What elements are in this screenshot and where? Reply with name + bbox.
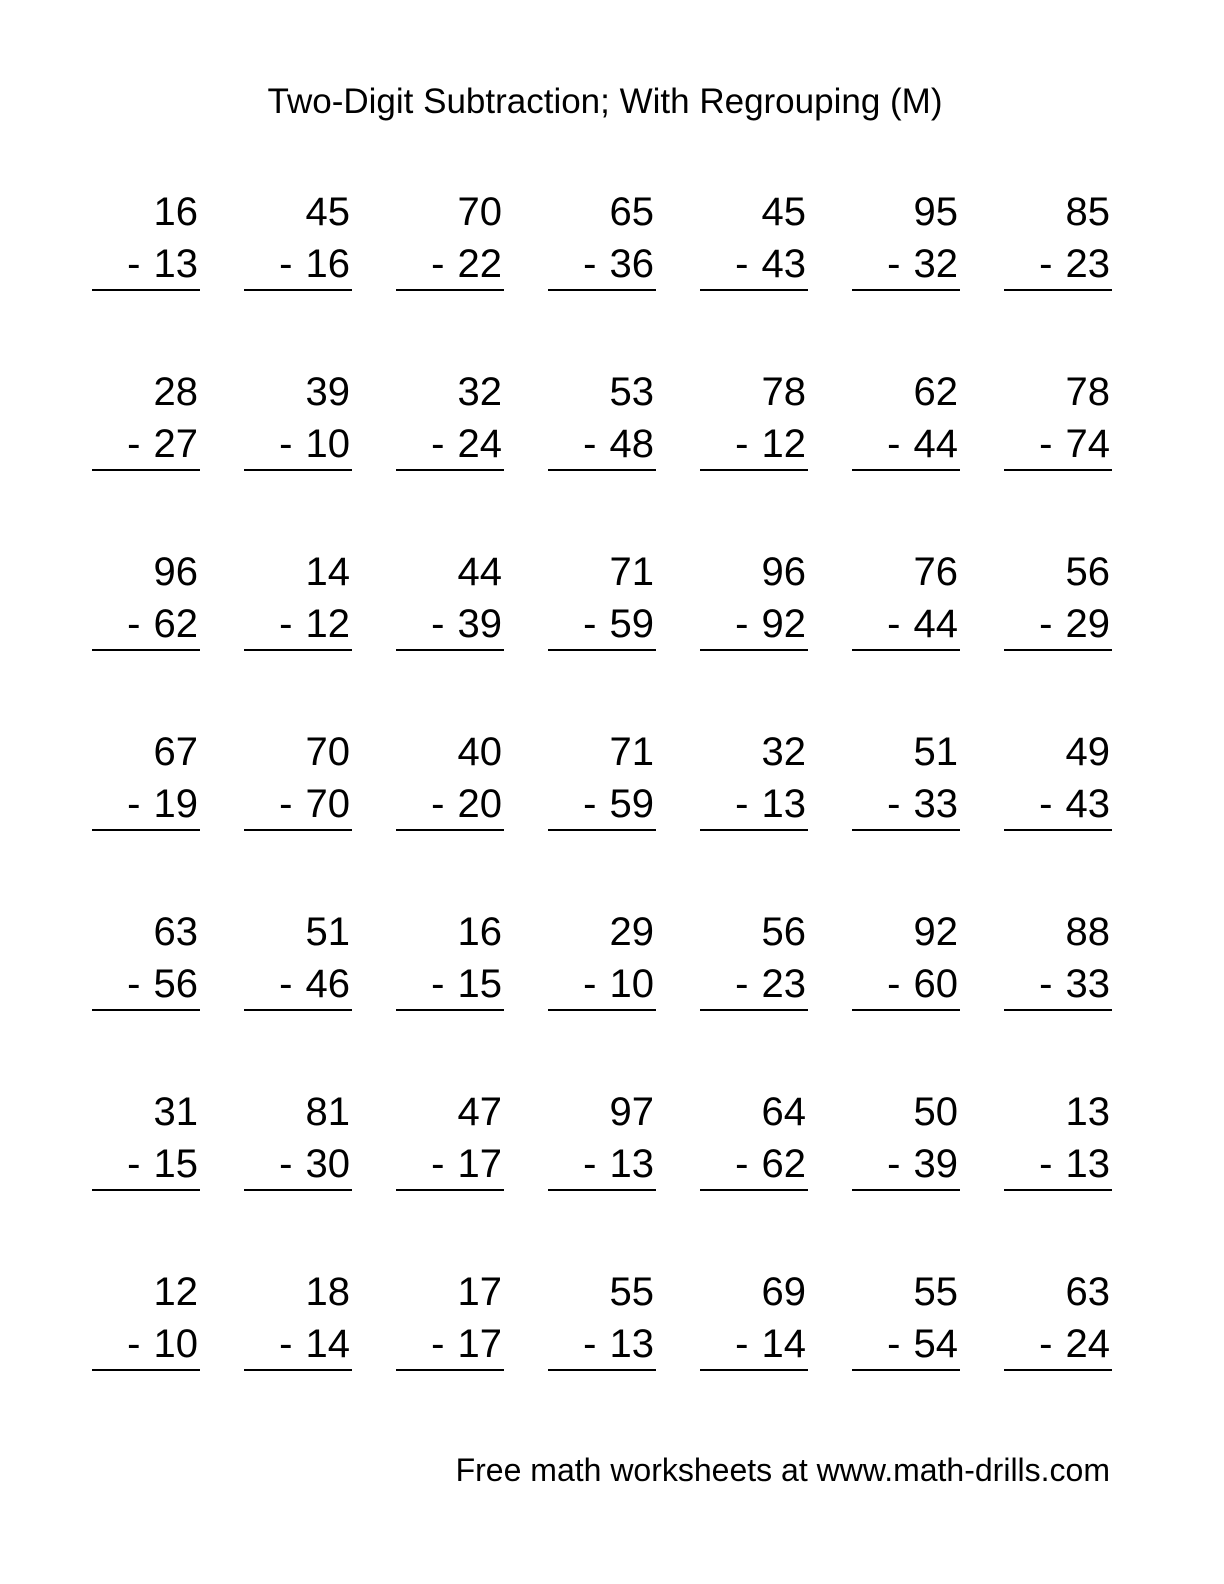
subtraction-problem (852, 550, 960, 654)
subtraction-problem (92, 370, 200, 474)
minuend: 50 (913, 1090, 958, 1134)
subtrahend-row (735, 602, 806, 646)
subtraction-problem (1004, 1090, 1112, 1194)
subtrahend: 54 (913, 1322, 958, 1366)
answer-line (700, 1369, 808, 1371)
subtraction-problem (1004, 550, 1112, 654)
subtrahend-row (431, 962, 502, 1006)
minus-sign: - (127, 422, 141, 466)
answer-line (1004, 289, 1112, 291)
minus-sign: - (1039, 422, 1053, 466)
subtraction-problem (396, 550, 504, 654)
subtraction-problem (548, 730, 656, 834)
minus-sign: - (1039, 1142, 1053, 1186)
subtraction-problem (244, 370, 352, 474)
answer-line (548, 649, 656, 651)
answer-line (700, 829, 808, 831)
subtraction-problem (92, 910, 200, 1014)
minus-sign: - (1039, 782, 1053, 826)
subtraction-problem (396, 730, 504, 834)
subtrahend-row (1039, 782, 1110, 826)
minuend: 45 (761, 190, 806, 234)
minus-sign: - (887, 242, 901, 286)
subtrahend: 39 (457, 602, 502, 646)
subtrahend-row (431, 242, 502, 286)
minus-sign: - (279, 782, 293, 826)
minuend: 56 (1065, 550, 1110, 594)
subtrahend: 59 (609, 782, 654, 826)
minuend: 55 (913, 1270, 958, 1314)
subtraction-problem (1004, 190, 1112, 294)
minus-sign: - (127, 962, 141, 1006)
subtrahend-row (279, 242, 350, 286)
answer-line (396, 1009, 504, 1011)
subtrahend: 70 (305, 782, 350, 826)
minus-sign: - (583, 602, 597, 646)
minus-sign: - (1039, 1322, 1053, 1366)
subtrahend: 33 (913, 782, 958, 826)
subtrahend-row (735, 422, 806, 466)
subtrahend-row (279, 422, 350, 466)
subtrahend-row (735, 962, 806, 1006)
answer-line (852, 1189, 960, 1191)
answer-line (396, 289, 504, 291)
subtraction-problem (396, 370, 504, 474)
minuend: 51 (913, 730, 958, 774)
subtrahend: 24 (457, 422, 502, 466)
subtrahend-row (1039, 1142, 1110, 1186)
minus-sign: - (431, 422, 445, 466)
minus-sign: - (735, 782, 749, 826)
minuend: 16 (457, 910, 502, 954)
subtrahend: 92 (761, 602, 806, 646)
subtrahend: 62 (153, 602, 198, 646)
answer-line (244, 1369, 352, 1371)
answer-line (244, 289, 352, 291)
subtrahend: 13 (609, 1142, 654, 1186)
minus-sign: - (431, 962, 445, 1006)
subtrahend-row (887, 782, 958, 826)
minus-sign: - (279, 242, 293, 286)
minuend: 71 (609, 550, 654, 594)
subtrahend: 60 (913, 962, 958, 1006)
minus-sign: - (1039, 602, 1053, 646)
minus-sign: - (887, 962, 901, 1006)
subtraction-problem (700, 910, 808, 1014)
subtrahend-row (279, 1322, 350, 1366)
minuend: 64 (761, 1090, 806, 1134)
answer-line (92, 289, 200, 291)
subtraction-problem (548, 910, 656, 1014)
subtraction-problem (700, 1090, 808, 1194)
subtrahend: 59 (609, 602, 654, 646)
answer-line (244, 829, 352, 831)
subtrahend-row (279, 602, 350, 646)
answer-line (396, 649, 504, 651)
subtrahend-row (1039, 602, 1110, 646)
minuend: 70 (457, 190, 502, 234)
answer-line (92, 1369, 200, 1371)
minuend: 32 (761, 730, 806, 774)
subtrahend: 13 (609, 1322, 654, 1366)
subtrahend: 44 (913, 602, 958, 646)
minus-sign: - (279, 1322, 293, 1366)
minuend: 55 (609, 1270, 654, 1314)
minus-sign: - (583, 1142, 597, 1186)
subtrahend-row (583, 1142, 654, 1186)
answer-line (548, 1369, 656, 1371)
subtrahend: 29 (1065, 602, 1110, 646)
subtrahend-row (279, 1142, 350, 1186)
minus-sign: - (583, 242, 597, 286)
minus-sign: - (127, 242, 141, 286)
minuend: 49 (1065, 730, 1110, 774)
minus-sign: - (127, 1322, 141, 1366)
minuend: 53 (609, 370, 654, 414)
subtrahend: 43 (1065, 782, 1110, 826)
minuend: 78 (761, 370, 806, 414)
subtrahend: 12 (305, 602, 350, 646)
subtrahend-row (887, 1142, 958, 1186)
subtraction-problem (548, 190, 656, 294)
subtrahend: 13 (1065, 1142, 1110, 1186)
subtraction-problem (92, 1090, 200, 1194)
subtrahend: 22 (457, 242, 502, 286)
subtrahend: 23 (1065, 242, 1110, 286)
minuend: 29 (609, 910, 654, 954)
subtraction-problem (548, 550, 656, 654)
subtraction-problem (92, 730, 200, 834)
minuend: 71 (609, 730, 654, 774)
answer-line (1004, 1189, 1112, 1191)
subtrahend: 16 (305, 242, 350, 286)
subtraction-problem (852, 190, 960, 294)
subtraction-problem (92, 190, 200, 294)
subtrahend: 24 (1065, 1322, 1110, 1366)
minuend: 39 (305, 370, 350, 414)
subtrahend: 30 (305, 1142, 350, 1186)
minus-sign: - (127, 602, 141, 646)
minuend: 65 (609, 190, 654, 234)
minuend: 97 (609, 1090, 654, 1134)
subtrahend: 62 (761, 1142, 806, 1186)
minus-sign: - (887, 602, 901, 646)
subtraction-problem (852, 370, 960, 474)
subtrahend-row (1039, 422, 1110, 466)
subtrahend-row (887, 1322, 958, 1366)
subtrahend: 27 (153, 422, 198, 466)
subtrahend-row (127, 602, 198, 646)
minuend: 32 (457, 370, 502, 414)
minus-sign: - (279, 1142, 293, 1186)
minus-sign: - (735, 422, 749, 466)
subtrahend-row (431, 1142, 502, 1186)
answer-line (852, 1009, 960, 1011)
minuend: 31 (153, 1090, 198, 1134)
subtraction-problem (700, 1270, 808, 1374)
subtrahend-row (127, 422, 198, 466)
subtraction-problem (396, 1270, 504, 1374)
minus-sign: - (887, 782, 901, 826)
subtraction-problem (244, 190, 352, 294)
minuend: 63 (153, 910, 198, 954)
subtrahend-row (127, 1322, 198, 1366)
subtraction-problem (700, 190, 808, 294)
subtraction-problem (548, 370, 656, 474)
minuend: 95 (913, 190, 958, 234)
minuend: 70 (305, 730, 350, 774)
answer-line (1004, 1009, 1112, 1011)
subtrahend: 17 (457, 1142, 502, 1186)
subtrahend-row (583, 962, 654, 1006)
minuend: 40 (457, 730, 502, 774)
answer-line (700, 1189, 808, 1191)
minus-sign: - (431, 1322, 445, 1366)
minus-sign: - (735, 242, 749, 286)
minuend: 45 (305, 190, 350, 234)
minus-sign: - (887, 1322, 901, 1366)
minus-sign: - (127, 782, 141, 826)
subtrahend-row (735, 782, 806, 826)
subtraction-problem (700, 730, 808, 834)
subtrahend-row (127, 1142, 198, 1186)
answer-line (244, 1189, 352, 1191)
answer-line (700, 469, 808, 471)
answer-line (852, 1369, 960, 1371)
subtrahend-row (583, 782, 654, 826)
answer-line (244, 1009, 352, 1011)
minuend: 12 (153, 1270, 198, 1314)
minus-sign: - (735, 1322, 749, 1366)
subtrahend-row (431, 782, 502, 826)
subtraction-problem (396, 910, 504, 1014)
subtrahend: 14 (761, 1322, 806, 1366)
subtraction-problem (548, 1090, 656, 1194)
subtrahend: 12 (761, 422, 806, 466)
subtraction-problem (1004, 730, 1112, 834)
subtrahend-row (583, 422, 654, 466)
answer-line (396, 469, 504, 471)
subtrahend-row (127, 782, 198, 826)
subtrahend: 33 (1065, 962, 1110, 1006)
minuend: 96 (761, 550, 806, 594)
subtraction-problem (852, 730, 960, 834)
subtrahend: 13 (761, 782, 806, 826)
subtraction-problem (1004, 1270, 1112, 1374)
minuend: 16 (153, 190, 198, 234)
answer-line (92, 469, 200, 471)
answer-line (548, 829, 656, 831)
subtrahend: 44 (913, 422, 958, 466)
subtrahend-row (887, 602, 958, 646)
subtrahend: 36 (609, 242, 654, 286)
subtrahend-row (583, 602, 654, 646)
minuend: 56 (761, 910, 806, 954)
subtraction-problem (548, 1270, 656, 1374)
minuend: 81 (305, 1090, 350, 1134)
minuend: 18 (305, 1270, 350, 1314)
minuend: 51 (305, 910, 350, 954)
minuend: 92 (913, 910, 958, 954)
minus-sign: - (431, 242, 445, 286)
answer-line (396, 1189, 504, 1191)
subtraction-problem (396, 1090, 504, 1194)
minus-sign: - (279, 422, 293, 466)
minus-sign: - (279, 602, 293, 646)
minuend: 44 (457, 550, 502, 594)
subtrahend: 10 (609, 962, 654, 1006)
answer-line (92, 1189, 200, 1191)
subtrahend: 74 (1065, 422, 1110, 466)
answer-line (92, 1009, 200, 1011)
subtrahend-row (583, 1322, 654, 1366)
answer-line (548, 1189, 656, 1191)
subtrahend: 17 (457, 1322, 502, 1366)
answer-line (852, 469, 960, 471)
subtrahend: 56 (153, 962, 198, 1006)
minus-sign: - (583, 962, 597, 1006)
subtrahend-row (735, 242, 806, 286)
subtraction-problem (852, 910, 960, 1014)
subtrahend-row (1039, 1322, 1110, 1366)
subtrahend: 19 (153, 782, 198, 826)
minus-sign: - (583, 1322, 597, 1366)
minuend: 88 (1065, 910, 1110, 954)
answer-line (852, 289, 960, 291)
minus-sign: - (735, 962, 749, 1006)
subtrahend-row (431, 422, 502, 466)
minus-sign: - (583, 782, 597, 826)
minus-sign: - (127, 1142, 141, 1186)
page-title: Two-Digit Subtraction; With Regrouping (M) (267, 82, 943, 121)
subtrahend-row (431, 602, 502, 646)
minuend: 96 (153, 550, 198, 594)
minuend: 17 (457, 1270, 502, 1314)
footer-credit: Free math worksheets at www.math-drills.com (455, 1452, 1110, 1488)
subtrahend-row (583, 242, 654, 286)
answer-line (396, 829, 504, 831)
subtrahend: 10 (305, 422, 350, 466)
subtrahend: 15 (457, 962, 502, 1006)
answer-line (700, 1009, 808, 1011)
subtrahend-row (431, 1322, 502, 1366)
subtrahend: 13 (153, 242, 198, 286)
subtrahend: 23 (761, 962, 806, 1006)
subtraction-problem (1004, 370, 1112, 474)
subtrahend: 43 (761, 242, 806, 286)
subtrahend-row (887, 962, 958, 1006)
minuend: 76 (913, 550, 958, 594)
answer-line (244, 649, 352, 651)
problem-grid (92, 190, 1114, 1390)
minus-sign: - (887, 422, 901, 466)
subtrahend-row (887, 422, 958, 466)
subtrahend: 10 (153, 1322, 198, 1366)
subtraction-problem (244, 550, 352, 654)
answer-line (548, 1009, 656, 1011)
subtrahend-row (279, 962, 350, 1006)
answer-line (1004, 649, 1112, 651)
answer-line (852, 649, 960, 651)
minus-sign: - (1039, 242, 1053, 286)
subtraction-problem (244, 1270, 352, 1374)
subtrahend-row (1039, 962, 1110, 1006)
minuend: 13 (1065, 1090, 1110, 1134)
subtrahend: 48 (609, 422, 654, 466)
subtrahend-row (127, 242, 198, 286)
answer-line (548, 289, 656, 291)
minus-sign: - (431, 602, 445, 646)
subtrahend-row (127, 962, 198, 1006)
minus-sign: - (431, 782, 445, 826)
subtrahend-row (735, 1142, 806, 1186)
minuend: 85 (1065, 190, 1110, 234)
answer-line (700, 289, 808, 291)
answer-line (396, 1369, 504, 1371)
answer-line (1004, 829, 1112, 831)
subtraction-problem (1004, 910, 1112, 1014)
subtrahend: 46 (305, 962, 350, 1006)
subtraction-problem (244, 1090, 352, 1194)
subtraction-problem (92, 550, 200, 654)
minus-sign: - (279, 962, 293, 1006)
minuend: 63 (1065, 1270, 1110, 1314)
subtraction-problem (700, 370, 808, 474)
subtraction-problem (852, 1270, 960, 1374)
minuend: 47 (457, 1090, 502, 1134)
subtrahend: 32 (913, 242, 958, 286)
answer-line (244, 469, 352, 471)
minuend: 69 (761, 1270, 806, 1314)
subtrahend-row (1039, 242, 1110, 286)
subtraction-problem (92, 1270, 200, 1374)
answer-line (548, 469, 656, 471)
minuend: 78 (1065, 370, 1110, 414)
subtrahend-row (279, 782, 350, 826)
answer-line (1004, 469, 1112, 471)
minuend: 28 (153, 370, 198, 414)
answer-line (852, 829, 960, 831)
subtraction-problem (244, 730, 352, 834)
answer-line (92, 829, 200, 831)
answer-line (700, 649, 808, 651)
minus-sign: - (431, 1142, 445, 1186)
subtrahend: 39 (913, 1142, 958, 1186)
subtraction-problem (396, 190, 504, 294)
minus-sign: - (1039, 962, 1053, 1006)
minuend: 62 (913, 370, 958, 414)
minus-sign: - (735, 602, 749, 646)
minuend: 14 (305, 550, 350, 594)
answer-line (92, 649, 200, 651)
subtrahend: 15 (153, 1142, 198, 1186)
subtrahend-row (887, 242, 958, 286)
minuend: 67 (153, 730, 198, 774)
minus-sign: - (735, 1142, 749, 1186)
subtrahend-row (735, 1322, 806, 1366)
subtraction-problem (700, 550, 808, 654)
answer-line (1004, 1369, 1112, 1371)
subtrahend: 14 (305, 1322, 350, 1366)
minus-sign: - (583, 422, 597, 466)
subtraction-problem (852, 1090, 960, 1194)
subtrahend: 20 (457, 782, 502, 826)
subtraction-problem (244, 910, 352, 1014)
minus-sign: - (887, 1142, 901, 1186)
